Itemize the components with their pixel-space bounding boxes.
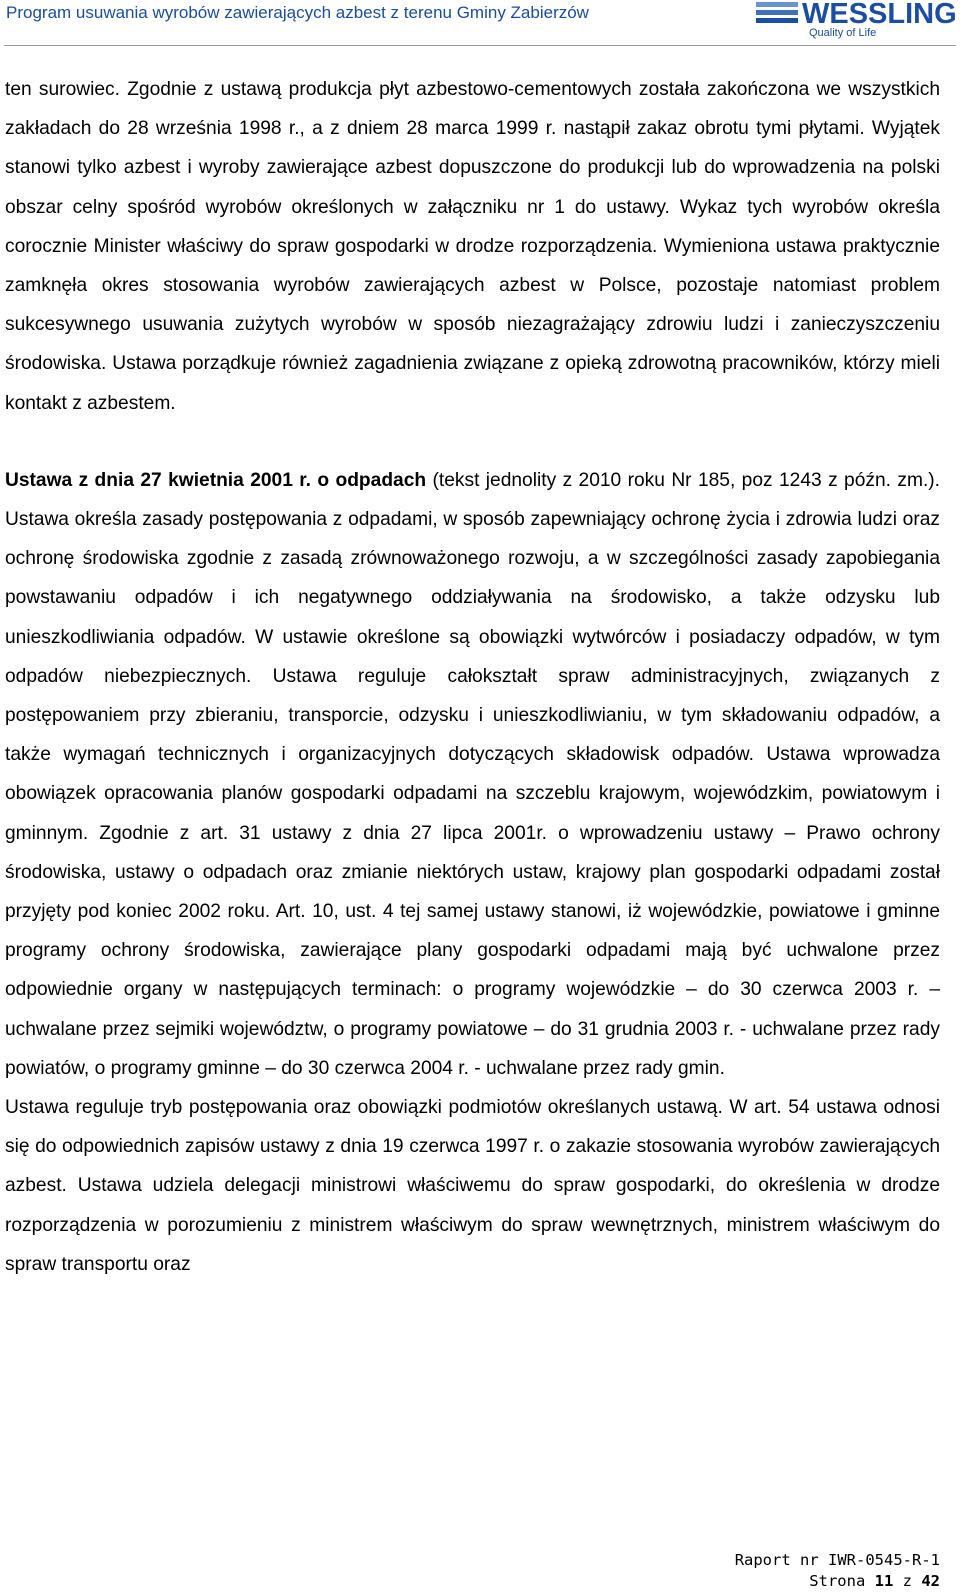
report-number: Raport nr IWR-0545-R-1 xyxy=(734,1551,940,1569)
paragraph-3: Ustawa reguluje tryb postępowania oraz obowiązki podmiotów określanych ustawą. W art. 54 ustawa odnosi się do odpowiednich zapisów ustawy z dnia 19 czerwca 1997 r. o zakazie stosowania wyrobów zawierających azbest. Ustawa udziela delegacji ministrowi właściwemu do spraw gospodarki, do określenia w drodze rozporządzenia w porozumieniu z ministrem właściwym do spraw wewnętrznych, ministrem właściwym do spraw transportu oraz xyxy=(5,1097,940,1275)
logo-wordmark: WESSLING xyxy=(802,0,957,30)
logo-tagline: Quality of Life xyxy=(809,27,877,39)
page-indicator xyxy=(735,1571,940,1592)
logo-stripes-icon xyxy=(756,2,800,26)
act-title-bold: Ustawa z dnia 27 kwietnia 2001 r. o odpadach xyxy=(5,469,427,491)
page-separator: z xyxy=(902,1572,912,1590)
page-label: Strona xyxy=(809,1572,866,1590)
page-number: 11 xyxy=(874,1572,894,1590)
document-title: Program usuwania wyrobów zawierających azbest z terenu Gminy Zabierzów xyxy=(6,3,589,22)
paragraph-2 xyxy=(5,461,940,1088)
paragraph-spacer xyxy=(5,423,940,461)
paragraph-1: ten surowiec. Zgodnie z ustawą produkcja płyt azbestowo-cementowych została zakończona we wszystkich zakładach do 28 września 1998 r., a z dniem 28 marca 1999 r. nastąpił zakaz obrotu tymi płytami. Wyjątek stanowi tylko azbest i wyroby zawierające azbest dopuszczone do produkcji lub do wprowadzenia na polski obszar celny spośród wyrobów określonych w załączniku nr 1 do ustawy. Wykaz tych wyrobów określa corocznie Minister właściwy do spraw gospodarki w drodze rozporządzenia. Wymieniona ustawa praktycznie zamknęła okres stosowania wyrobów zawierających azbest w Polsce, pozostaje natomiast problem sukcesywnego usuwania zużytych wyrobów w sposób niezagrażający zdrowiu ludzi i zanieczyszczeniu środowiska. Ustawa porządkuje również zagadnienia związane z opieką zdrowotną pracowników, którzy mieli kontakt z azbestem. xyxy=(5,79,940,414)
page-footer xyxy=(735,1550,940,1592)
wessling-logo xyxy=(756,0,956,44)
document-body xyxy=(5,70,940,1284)
page-total: 42 xyxy=(921,1572,940,1590)
page-header xyxy=(0,0,960,46)
paragraph-2-text: (tekst jednolity z 2010 roku Nr 185, poz 1243 z późn. zm.). Ustawa określa zasady postępowania z odpadami, w sposób zapewniający ochronę życia i zdrowia ludzi oraz ochronę środowiska zgodnie z zasadą zrównoważonego rozwoju, a w szczególności zasady zapobiegania powstawaniu odpadów i ich negatywnego oddziaływania na środowisko, a także odzysku lub unieszkodliwiania odpadów. W ustawie określone są obowiązki wytwórców i posiadaczy odpadów, w tym odpadów niebezpiecznych. Ustawa reguluje całokształt spraw administracyjnych, związanych z postępowaniem przy zbieraniu, transporcie, odzysku i unieszkodliwianiu, w tym składowaniu odpadów, a także wymagań technicznych i organizacyjnych dotyczących składowisk odpadów. Ustawa wprowadza obowiązek opracowania planów gospodarki odpadami na szczeblu krajowym, wojewódzkim, powiatowym i gminnym. Zgodnie z art. 31 ustawy z dnia 27 lipca 2001r. o wprowadzeniu ustawy – Prawo ochrony środowiska, ustawy o odpadach oraz zmianie niektórych ustaw, krajowy plan gospodarki odpadami został przyjęty pod koniec 2002 roku. Art. 10, ust. 4 tej samej ustawy stanowi, iż wojewódzkie, powiatowe i gminne programy ochrony środowiska, zawierające plany gospodarki odpadami mają być uchwalone przez odpowiednie organy w następujących terminach: o programy wojewódzkie – do 30 czerwca 2003 r. – uchwalane przez sejmiki województw, o programy powiatowe – do 31 grudnia 2003 r. - uchwalane przez rady powiatów, o programy gminne – do 30 czerwca 2004 r. - uchwalane przez rady gmin. xyxy=(5,469,940,1079)
header-divider xyxy=(4,45,956,46)
